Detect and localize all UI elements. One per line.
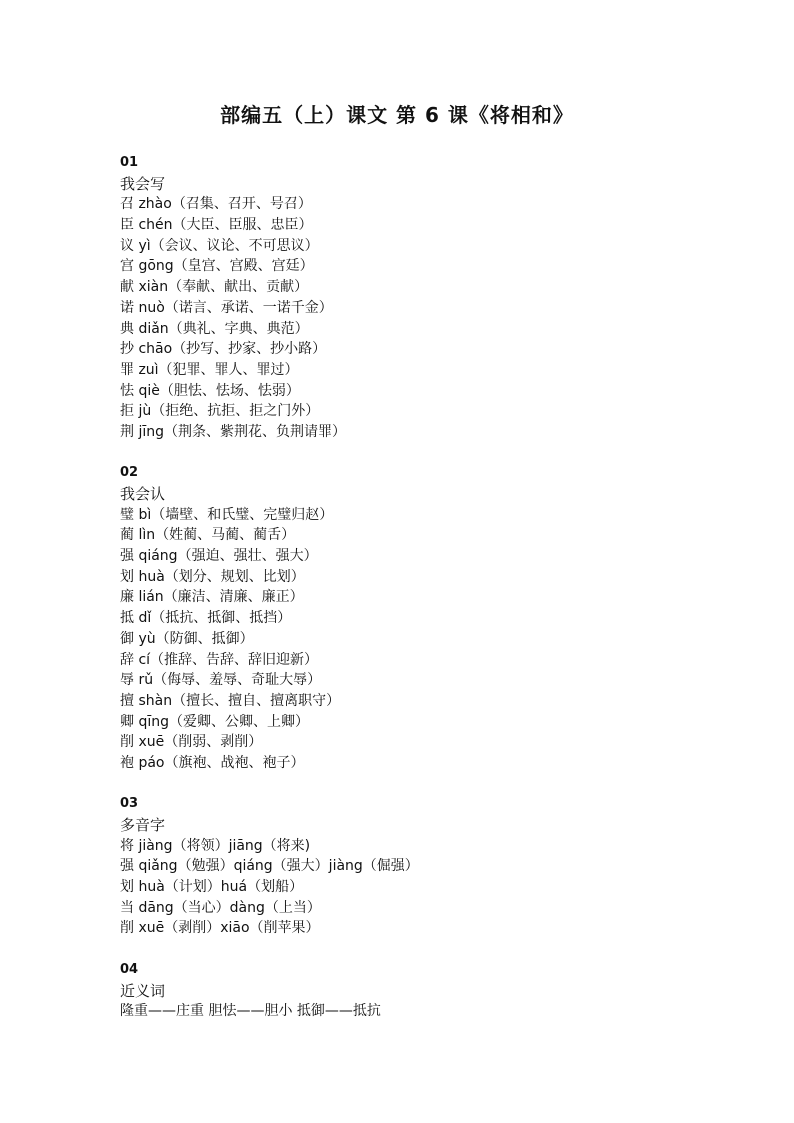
vocab-line: 荆 jīng（荆条、紫荆花、负荆请罪） (120, 423, 346, 440)
vocab-line: 召 zhào（召集、召开、号召） (120, 196, 312, 213)
vocab-line: 卿 qīng（爱卿、公卿、上卿） (120, 713, 309, 730)
vocab-line: 强 qiǎng（勉强）qiáng（强大）jiàng（倔强） (120, 858, 419, 875)
vocab-line: 划 huà（划分、规划、比划） (120, 568, 305, 585)
section-02 (120, 463, 760, 773)
page-title: 部编五（上）课文 第 6 课《将相和》 (220, 103, 574, 127)
vocab-line: 献 xiàn（奉献、献出、贡献） (120, 279, 309, 296)
vocab-line: 璧 bì（墙壁、和氏璧、完璧归赵） (120, 506, 334, 523)
vocab-line: 隆重——庄重 胆怯——胆小 抵御——抵抗 (120, 1003, 381, 1020)
vocab-line: 议 yì（会议、议论、不可思议） (120, 237, 319, 254)
vocab-line: 典 diǎn（典礼、字典、典范） (120, 320, 309, 337)
vocab-line: 宫 gōng（皇宫、宫殿、宫廷） (120, 258, 314, 275)
vocab-line: 罪 zuì（犯罪、罪人、罪过） (120, 361, 299, 378)
section-number: 04 (120, 961, 139, 977)
vocab-line: 诺 nuò（诺言、承诺、一诺千金） (120, 299, 333, 316)
vocab-line: 怯 qiè（胆怯、怯场、怯弱） (120, 382, 300, 399)
vocab-line: 臣 chén（大臣、臣服、忠臣） (120, 217, 313, 234)
vocab-line: 抵 dǐ（抵抗、抵御、抵挡） (120, 610, 292, 627)
section-heading: 我会认 (120, 485, 166, 503)
vocab-line: 擅 shàn（擅长、擅自、擅离职守） (120, 692, 341, 709)
vocab-line: 御 yù（防御、抵御） (120, 630, 254, 647)
vocab-line: 当 dāng（当心）dàng（上当） (120, 899, 321, 916)
section-03 (120, 794, 760, 939)
vocab-line: 袍 páo（旗袍、战袍、袍子） (120, 754, 305, 771)
vocab-line: 将 jiàng（将领）jiāng（将来) (120, 837, 311, 854)
section-number: 01 (120, 155, 139, 170)
vocab-line: 削 xuē（剥削）xiāo（削苹果） (120, 920, 320, 937)
vocab-line: 抄 chāo（抄写、抄家、抄小路） (120, 341, 327, 358)
vocab-line: 廉 lián（廉洁、清廉、廉正） (120, 589, 304, 606)
document-body (120, 153, 760, 1043)
section-heading: 近义词 (120, 981, 166, 1000)
vocab-line: 辞 cí（推辞、告辞、辞旧迎新） (120, 651, 319, 668)
section-heading: 多音字 (120, 816, 166, 834)
section-number: 02 (120, 465, 139, 481)
vocab-line: 拒 jù（拒绝、抗拒、拒之门外） (120, 403, 320, 420)
vocab-line: 辱 rǔ（侮辱、羞辱、奇耻大辱） (120, 672, 322, 689)
vocab-line: 划 huà（计划）huá（划船） (120, 879, 304, 896)
section-heading: 我会写 (120, 174, 166, 193)
section-number: 03 (120, 796, 139, 812)
vocab-line: 削 xuē（削弱、剥削） (120, 734, 263, 751)
section-01 (120, 153, 760, 443)
vocab-line: 强 qiáng（强迫、强壮、强大） (120, 548, 318, 565)
section-04 (120, 960, 760, 1022)
vocab-line: 蔺 lìn（姓蔺、马蔺、蔺舌） (120, 527, 296, 544)
